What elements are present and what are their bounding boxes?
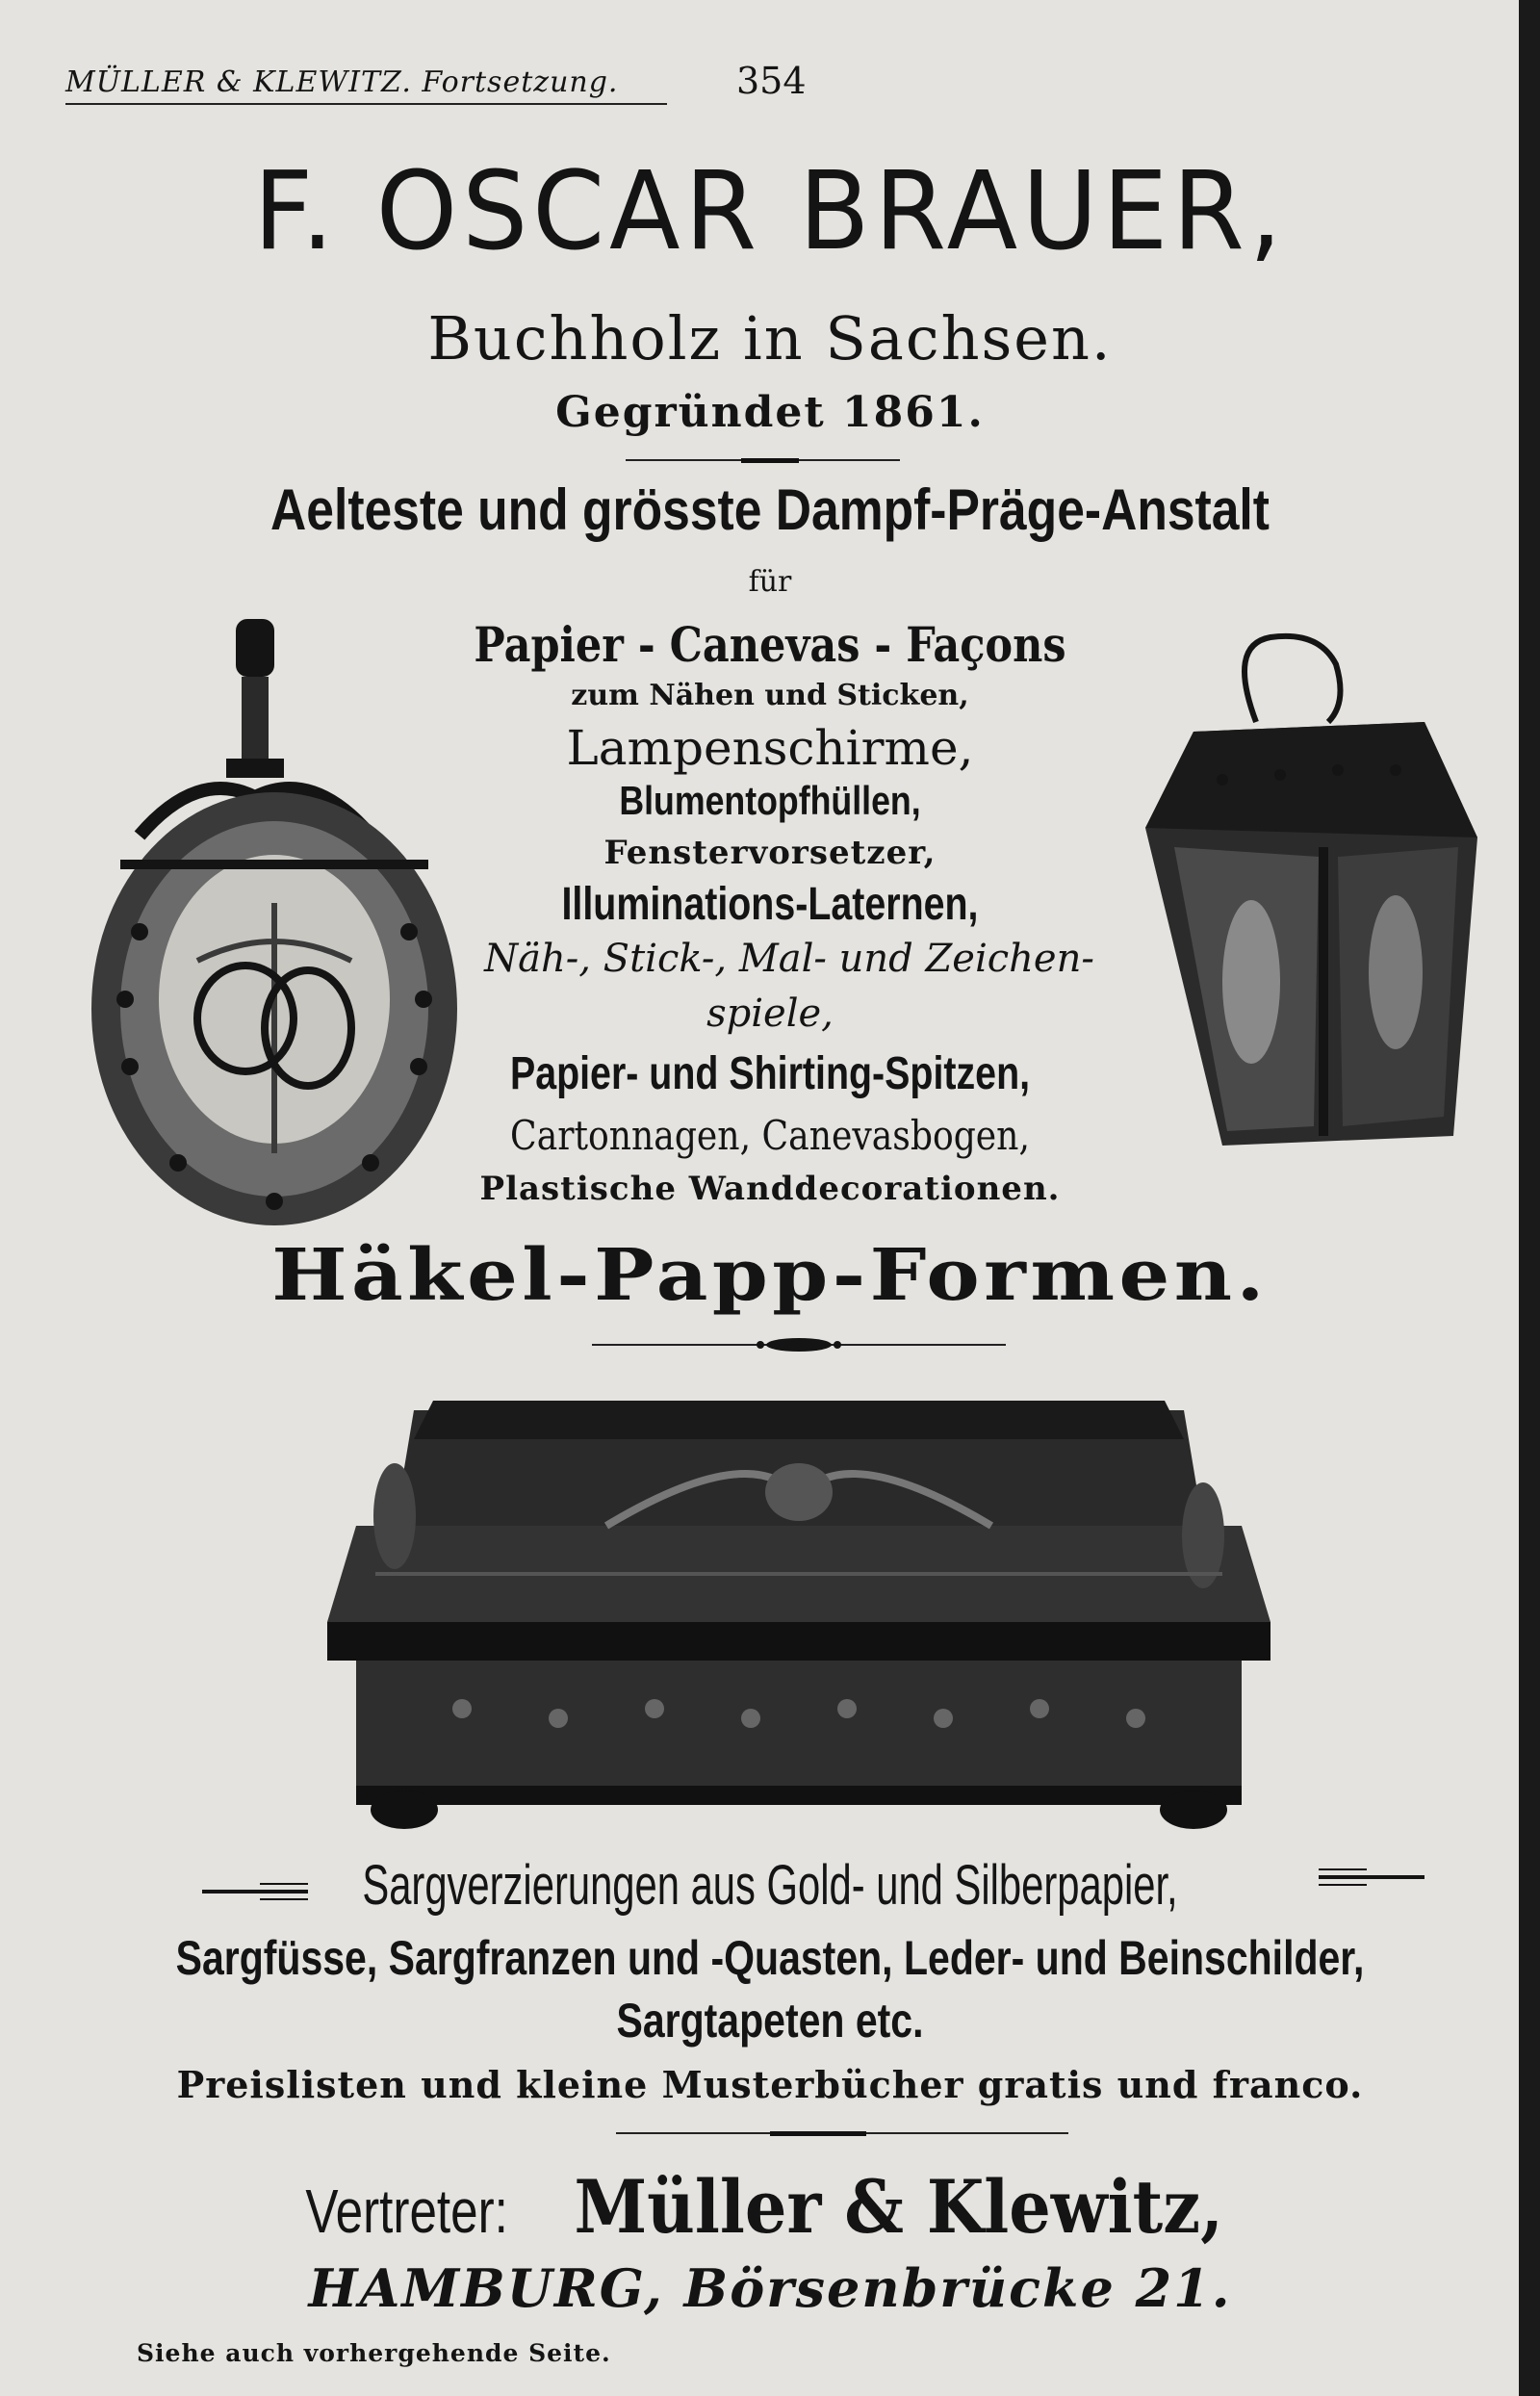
running-head: MÜLLER & KLEWITZ. Fortsetzung.	[65, 65, 667, 105]
paper-lantern-illustration	[1136, 626, 1492, 1174]
coffin-line: Sargverzierungen aus Gold- und Silberpapier,	[362, 1854, 1178, 1917]
footnote: Siehe auch vorhergehende Seite.	[137, 2339, 611, 2367]
banner-title: Häkel-Papp-Formen.	[271, 1234, 1269, 1317]
for-label: für	[748, 565, 792, 599]
representative-label: Vertreter:	[305, 2177, 509, 2246]
product-item: zum Nähen und Sticken,	[571, 679, 969, 712]
divider-rule-top-center	[741, 458, 799, 463]
divider-rule-bottom-center	[770, 2131, 866, 2136]
ornamental-coffin-illustration	[318, 1381, 1280, 1834]
product-item: Cartonnagen, Canevasbogen,	[510, 1112, 1030, 1159]
coffin-line: Sargfüsse, Sargfranzen und -Quasten, Leder- und Beinschilder,	[175, 1931, 1365, 1985]
founded-year: Gegründet 1861.	[555, 388, 985, 437]
product-item: Lampenschirme,	[566, 720, 974, 776]
product-item: spiele,	[706, 992, 834, 1036]
product-item: Papier- und Shirting-Spitzen,	[509, 1048, 1031, 1099]
ornament-divider-icon	[592, 1333, 1006, 1356]
ornamental-sachet-illustration	[82, 614, 467, 1230]
product-item: Plastische Wanddecorationen.	[479, 1170, 1061, 1208]
price-note: Preislisten und kleine Musterbücher gratis und franco.	[176, 2063, 1364, 2106]
company-location: Buchholz in Sachsen.	[427, 303, 1113, 374]
representative-line	[0, 2164, 1540, 2250]
decorative-dash-right-icon	[1319, 1863, 1424, 1892]
product-item: Illuminations-Laternen,	[561, 879, 979, 930]
product-item: Blumentopfhüllen,	[619, 778, 921, 823]
coffin-line: Sargtapeten etc.	[616, 1994, 924, 2048]
product-item: Fenstervorsetzer,	[603, 834, 937, 872]
headline: Aelteste und grösste Dampf-Präge-Anstalt	[270, 477, 1270, 542]
product-item: Näh-, Stick-, Mal- und Zeichen-	[484, 937, 1094, 981]
address: HAMBURG, Börsenbrücke 21.	[308, 2257, 1232, 2319]
page-number: 354	[736, 60, 807, 102]
product-item: Papier - Canevas - Façons	[474, 616, 1066, 673]
company-name: F. OSCAR BRAUER,	[253, 149, 1287, 274]
representative-name: Müller & Klewitz,	[574, 2164, 1224, 2250]
